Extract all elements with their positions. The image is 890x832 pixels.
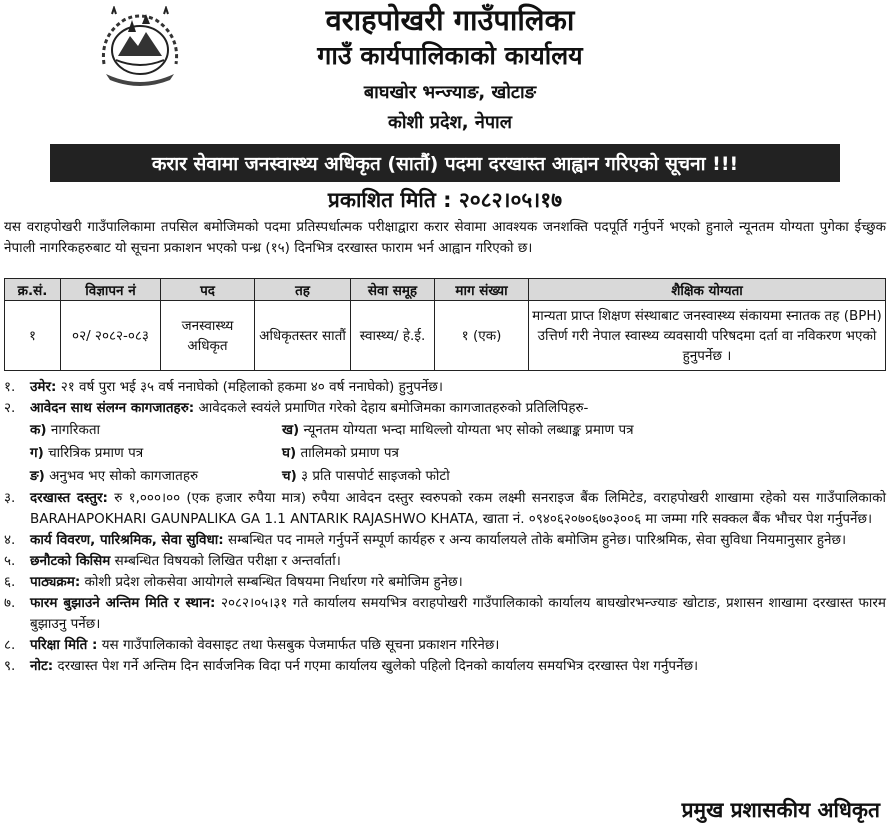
terms-list [4,377,886,677]
item-label: आवेदन साथ संलग्न कागजातहरु: [30,400,195,416]
item-label: परिक्षा मिति : [30,637,98,653]
cell-level: अधिकृतस्तर सातौं [255,301,351,371]
item-label: दरखास्त दस्तुर: [30,490,108,506]
item-number: २. [4,400,16,416]
list-item [4,377,886,398]
notice-title-banner: करार सेवामा जनस्वास्थ्य अधिकृत (सातौं) पदमा दरखास्त आह्वान गरिएको सूचना !!! [50,144,840,182]
document-item: च) ३ प्रति पासपोर्ट साइजको फोटो [282,468,450,484]
list-item [4,551,886,572]
list-item [4,635,886,656]
column-header-qualification: शैक्षिक योग्यता [529,279,886,301]
municipality-name: वराहपोखरी गाउँपालिका [325,3,575,37]
list-item [4,398,886,419]
column-header-adv-no: विज्ञापन नं [61,279,161,301]
column-header-demand: माग संख्या [435,279,529,301]
item-number: ८. [4,637,16,653]
list-item [4,593,886,635]
signatory-title: प्रमुख प्रशासकीय अधिकृत [681,798,880,822]
list-item [4,488,886,530]
item-text: आवेदकले स्वयंले प्रमाणित गरेको देहाय बमोजिमका कागजातहरुको प्रतिलिपिहरु- [194,400,589,416]
cell-post: जनस्वास्थ्य अधिकृत [161,301,255,371]
province-name: कोशी प्रदेश, नेपाल [388,112,512,133]
item-label: छनौटको किसिम [30,553,111,569]
cell-sn: १ [5,301,61,371]
item-text: २०८२।०५।३१ गते कार्यालय समयभित्र वराहपोखरी गाउँपालिकाको कार्यालय बाघखोरभन्ज्याङ खोटाङ, प्रशासन शाखामा दरखास्त फारम बुझाउनु पर्नेछ। [30,595,886,632]
item-text: २१ वर्ष पुरा भई ३५ वर्ष ननाघेको (महिलाको हकमा ४० वर्ष ननाघेको) हुनुपर्नेछ। [56,379,443,395]
column-header-level: तह [255,279,351,301]
item-number: ३. [4,490,16,506]
item-number: ९. [4,658,16,674]
item-number: ६. [4,574,16,590]
document-item: घ) तालिमको प्रमाण पत्र [282,445,399,461]
table-row [5,301,886,371]
item-label: पाठ्यक्रम: [30,574,81,590]
item-text: रु १,०००।०० (एक हजार रुपैया मात्र) रुपैया आवेदन दस्तुर स्वरुपको रकम लक्ष्मी सनराइज बैंक लिमिटेड, वराहपोखरी शाखामा रहेको यस गाउँपालिकाको BARAHAPOKHARI GAUNPALIKA GA 1.1 ANTARIK RAJASHWO KHATA, खाता नं. ०९४०६२०७०६७०३००६ मा जम्मा गरि सक्कल बैंक भौचर पेश गर्नुपर्नेछ। [30,490,886,527]
list-item [4,656,886,677]
item-text: सम्बन्धित विषयको लिखित परीक्षा र अन्तर्वार्ता। [110,553,341,569]
item-label: उमेर: [30,379,57,395]
cell-qualification: मान्यता प्राप्त शिक्षण संस्थाबाट जनस्वास्थ्य संकायमा स्नातक तह (BPH) उत्तिर्ण गरी नेपाल स्वास्थ्य व्यवसायी परिषदमा दर्ता वा नविकरण भएको हुनुपर्नेछ । [529,301,886,371]
cell-adv-no: ०२/ २०८२-०८३ [61,301,161,371]
item-text: कोशी प्रदेश लोकसेवा आयोगले सम्बन्धित विषयमा निर्धारण गरे बमोजिम हुनेछ। [80,574,463,590]
item-number: ५. [4,553,16,569]
document-item: ख) न्यूनतम योग्यता भन्दा माथिल्लो योग्यता भए सोको लब्धाङ्क प्रमाण पत्र [282,422,634,438]
document-item: ग) चारित्रिक प्रमाण पत्र [30,445,144,461]
letterhead [0,0,890,140]
item-label: कार्य विवरण, पारिश्रमिक, सेवा सुविधा: [30,532,224,548]
office-name: गाउँ कार्यपालिकाको कार्यालय [317,41,583,70]
document-item: क) नागरिकता [30,422,101,438]
office-address: बाघखोर भन्ज्याङ, खोटाङ [363,82,537,103]
required-documents-list [30,419,886,488]
intro-paragraph: यस वराहपोखरी गाउँपालिकामा तपसिल बमोजिमको पदमा प्रतिस्पर्धात्मक परीक्षाद्वारा करार सेवामा आवश्यक जनशक्ति पदपूर्ति गर्नुपर्ने भएको हुनाले न्यूनतम योग्यता पुगेका ईच्छुक नेपाली नागरिकहरुबाट यो सूचना प्रकाशन भएको पन्ध्र (१५) दिनभित्र दरखास्त फाराम भर्न आह्वान गरिएको छ। [4,219,886,256]
vacancy-table [4,278,886,371]
item-text: यस गाउँपालिकाको वेवसाइट तथा फेसबुक पेजमार्फत पछि सूचना प्रकाशन गरिनेछ। [97,637,500,653]
list-item [4,572,886,593]
table-header-row [5,279,886,301]
item-label: फारम बुझाउने अन्तिम मिति र स्थान: [30,595,216,611]
document-item: ङ) अनुभव भए सोको कागजातहरु [30,468,199,484]
nepal-government-emblem-icon [94,6,186,90]
column-header-service: सेवा समूह [351,279,435,301]
cell-demand: १ (एक) [435,301,529,371]
item-number: १. [4,379,16,395]
list-item [4,530,886,551]
cell-service: स्वास्थ्य/ हे.ई. [351,301,435,371]
column-header-post: पद [161,279,255,301]
item-text: सम्बन्धित पद नामले गर्नुपर्ने सम्पूर्ण कार्यहरु र अन्य कार्यालयले तोके बमोजिम हुनेछ। पारिश्रमिक, सेवा सुविधा नियमानुसार हुनेछ। [223,532,847,548]
column-header-sn: क्र.सं. [5,279,61,301]
published-date: प्रकाशित मिति : २०८२।०५।१७ [327,188,563,212]
item-number: ७. [4,595,16,611]
item-text: दरखास्त पेश गर्ने अन्तिम दिन सार्वजनिक विदा पर्न गएमा कार्यालय खुलेको पहिलो दिनको कार्यालय समयभित्र दरखास्त पेश गर्नुपर्नेछ। [53,658,699,674]
item-label: नोट: [30,658,54,674]
item-number: ४. [4,532,16,548]
